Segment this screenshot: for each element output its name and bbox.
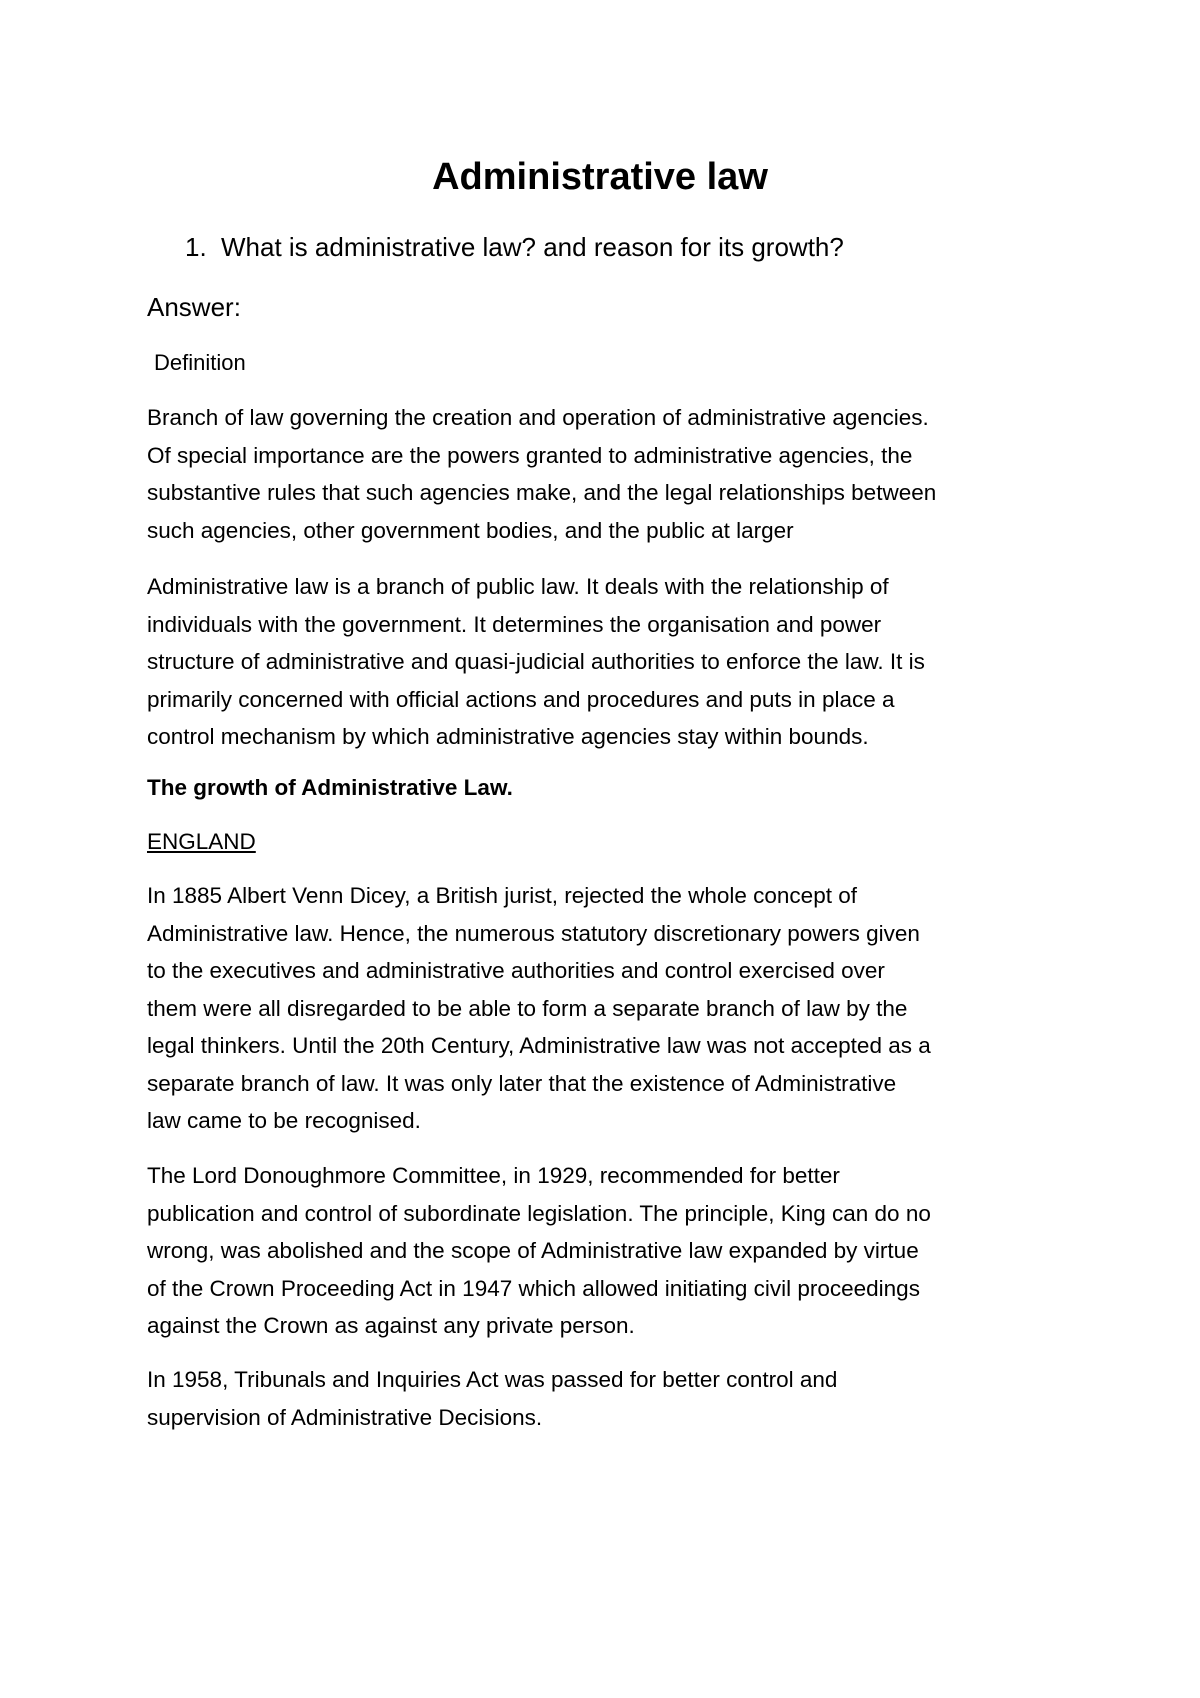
paragraph-line: Administrative law is a branch of public law. It deals with the relationship of [147, 574, 889, 599]
paragraph-line: publication and control of subordinate legislation. The principle, King can do no [147, 1200, 931, 1226]
paragraph-line: separate branch of law. It was only later that the existence of Administrative [147, 1070, 897, 1096]
definition-label: Definition [154, 350, 246, 375]
paragraph-line: control mechanism by which administrative agencies stay within bounds. [147, 724, 869, 749]
paragraph-dicey [147, 877, 1072, 1140]
paragraph-line: In 1885 Albert Venn Dicey, a British jurist, rejected the whole concept of [147, 883, 857, 908]
paragraph-line: of the Crown Proceeding Act in 1947 which allowed initiating civil proceedings [147, 1275, 920, 1301]
paragraph-tribunals [147, 1361, 1072, 1436]
paragraph-line: legal thinkers. Until the 20th Century, Administrative law was not accepted as a [147, 1033, 931, 1058]
question-heading [185, 229, 844, 265]
paragraph-line: to the executives and administrative authorities and control exercised over [147, 958, 885, 983]
paragraph-line: individuals with the government. It determines the organisation and power [147, 611, 882, 637]
paragraph-line: substantive rules that such agencies make, and the legal relationships between [147, 480, 937, 505]
paragraph-line: them were all disregarded to be able to form a separate branch of law by the [147, 995, 908, 1021]
question-text: What is administrative law? and reason for its growth? [221, 232, 844, 262]
paragraph-line: law came to be recognised. [147, 1108, 421, 1133]
paragraph-line: primarily concerned with official actions and procedures and puts in place a [147, 686, 895, 712]
paragraph-line: The Lord Donoughmore Committee, in 1929, recommended for better [147, 1163, 840, 1188]
paragraph-line: Of special importance are the powers granted to administrative agencies, the [147, 442, 913, 468]
paragraph-definition [147, 399, 1072, 549]
paragraph-public-law [147, 568, 1072, 756]
england-heading: ENGLAND [147, 829, 256, 854]
paragraph-line: Administrative law. Hence, the numerous statutory discretionary powers given [147, 920, 920, 946]
paragraph-donoughmore [147, 1157, 1072, 1345]
paragraph-line: structure of administrative and quasi-judicial authorities to enforce the law. It is [147, 649, 925, 674]
paragraph-line: In 1958, Tribunals and Inquiries Act was passed for better control and [147, 1367, 838, 1392]
paragraph-line: supervision of Administrative Decisions. [147, 1404, 543, 1430]
paragraph-line: such agencies, other government bodies, and the public at larger [147, 517, 794, 543]
question-number: 1. [185, 232, 207, 262]
growth-heading: The growth of Administrative Law. [147, 775, 513, 800]
paragraph-line: Branch of law governing the creation and operation of administrative agencies. [147, 405, 929, 430]
paragraph-line: against the Crown as against any private person. [147, 1313, 635, 1338]
document-title: Administrative law [432, 156, 768, 198]
paragraph-line: wrong, was abolished and the scope of Administrative law expanded by virtue [147, 1238, 919, 1263]
answer-label: Answer: [147, 292, 241, 322]
